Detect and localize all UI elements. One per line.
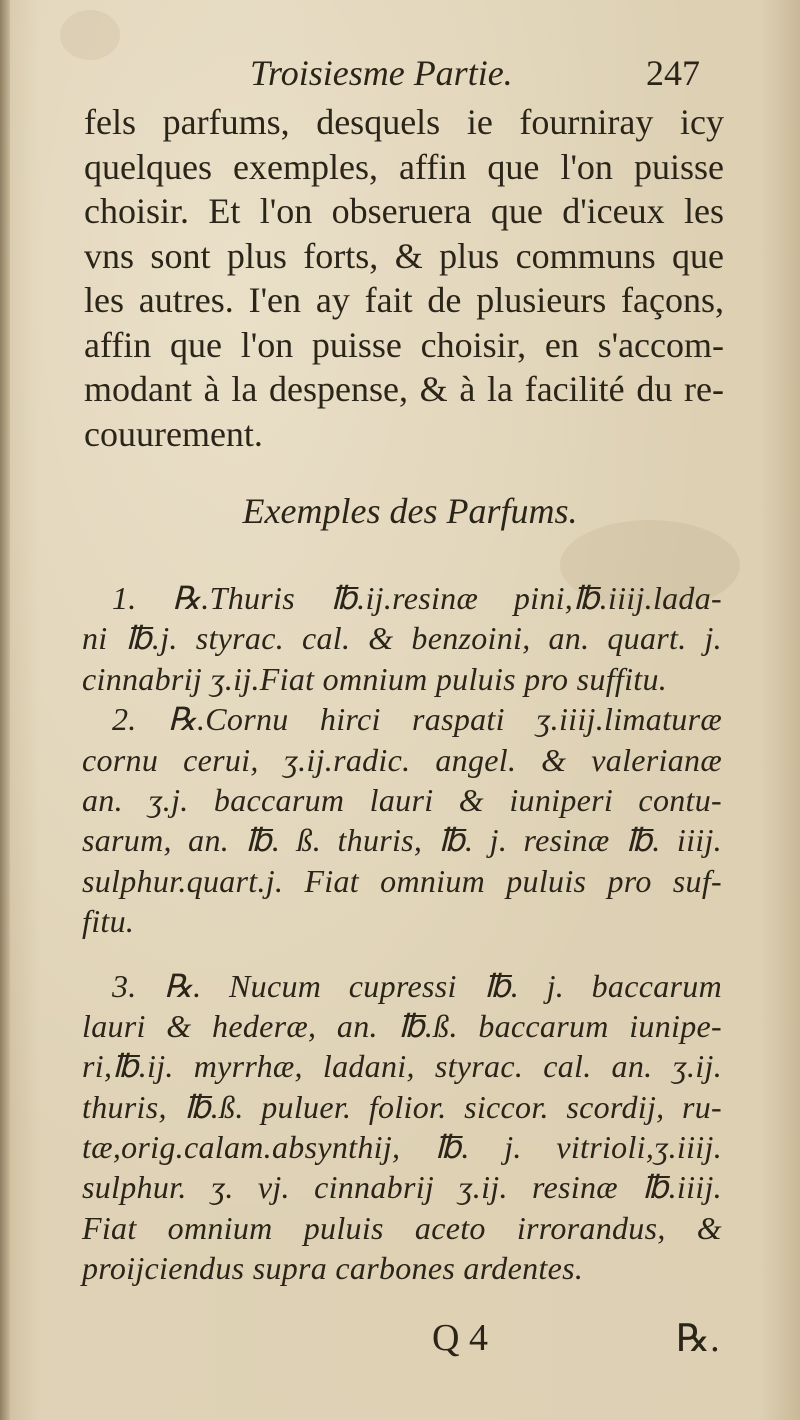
recipe-line: an. ʒ.j. baccarum lauri & iuniperi contu- [82, 781, 722, 818]
recipe-line: sulphur. ʒ. vj. cinnabrij ʒ.ij. resinæ ℔.iiij. [82, 1169, 722, 1206]
recipe-3 [82, 966, 722, 1289]
paragraph [84, 100, 724, 456]
recipe-line: thuris, ℔.ß. puluer. folior. siccor. scordij, ru- [82, 1088, 722, 1125]
recipe-line: cinnabrij ʒ.ij.Fiat omnium puluis pro suffitu. [82, 660, 668, 697]
recipe-line: lauri & hederæ, an. ℔.ß. baccarum iunipe- [82, 1007, 722, 1044]
text-line: quelques exemples, affin que l'on puisse [84, 146, 724, 187]
catchword: ℞. [676, 1318, 720, 1360]
recipe-line: fitu. [82, 903, 135, 940]
recipe-line: sulphur.quart.j. Fiat omnium puluis pro suf- [82, 862, 722, 899]
text-line: affin que l'on puisse choisir, en s'accom- [84, 324, 724, 365]
page-header [0, 52, 800, 102]
recipe-line: ri,℔.ij. myrrhæ, ladani, styrac. cal. an. ʒ.ij. [82, 1048, 722, 1085]
recipe-line: ni ℔.j. styrac. cal. & benzoini, an. quart. j. [82, 620, 722, 657]
text-line: fels parfums, desquels ie fourniray icy [84, 102, 724, 142]
recipe-2 [82, 699, 722, 941]
signature-mark: Q 4 [432, 1317, 488, 1359]
running-title: Troisiesme Partie. [250, 53, 513, 93]
text-line: couurement. [84, 413, 263, 454]
recipe-line: 3. ℞. Nucum cupressi ℔. j. baccarum [112, 967, 722, 1004]
binding-edge [0, 0, 10, 1420]
text-line: choisir. Et l'on obseruera que d'iceux les [84, 191, 724, 231]
recipe-1 [82, 578, 722, 699]
recipe-line: Fiat omnium puluis aceto irrorandus, & [82, 1209, 722, 1246]
text-line: vns sont plus forts, & plus communs que [84, 235, 724, 276]
recipe-list [82, 578, 722, 1289]
text-line: les autres. I'en ay fait de plusieurs façons, [84, 280, 724, 320]
recipe-line: tæ,orig.calam.absynthij, ℔. j. vitrioli,ʒ.iiij. [82, 1129, 722, 1166]
recipe-line: 2. ℞.Cornu hirci raspati ʒ.iiij.limaturæ [112, 701, 722, 738]
section-heading: Exemples des Parfums. [242, 491, 578, 531]
spacer [82, 942, 722, 966]
recipe-line: proijciendus supra carbones ardentes. [82, 1250, 584, 1287]
recipe-line: cornu cerui, ʒ.ij.radic. angel. & valerianæ [82, 741, 722, 778]
text-line: modant à la despense, & à la facilité du re- [84, 369, 724, 409]
page-footer [0, 1316, 800, 1366]
page-number: 247 [646, 53, 700, 93]
recipe-line: sarum, an. ℔. ß. thuris, ℔. j. resinæ ℔. iiij. [82, 822, 722, 859]
recipe-line: 1. ℞.Thuris ℔.ij.resinæ pini,℔.iiij.lada- [112, 580, 722, 616]
